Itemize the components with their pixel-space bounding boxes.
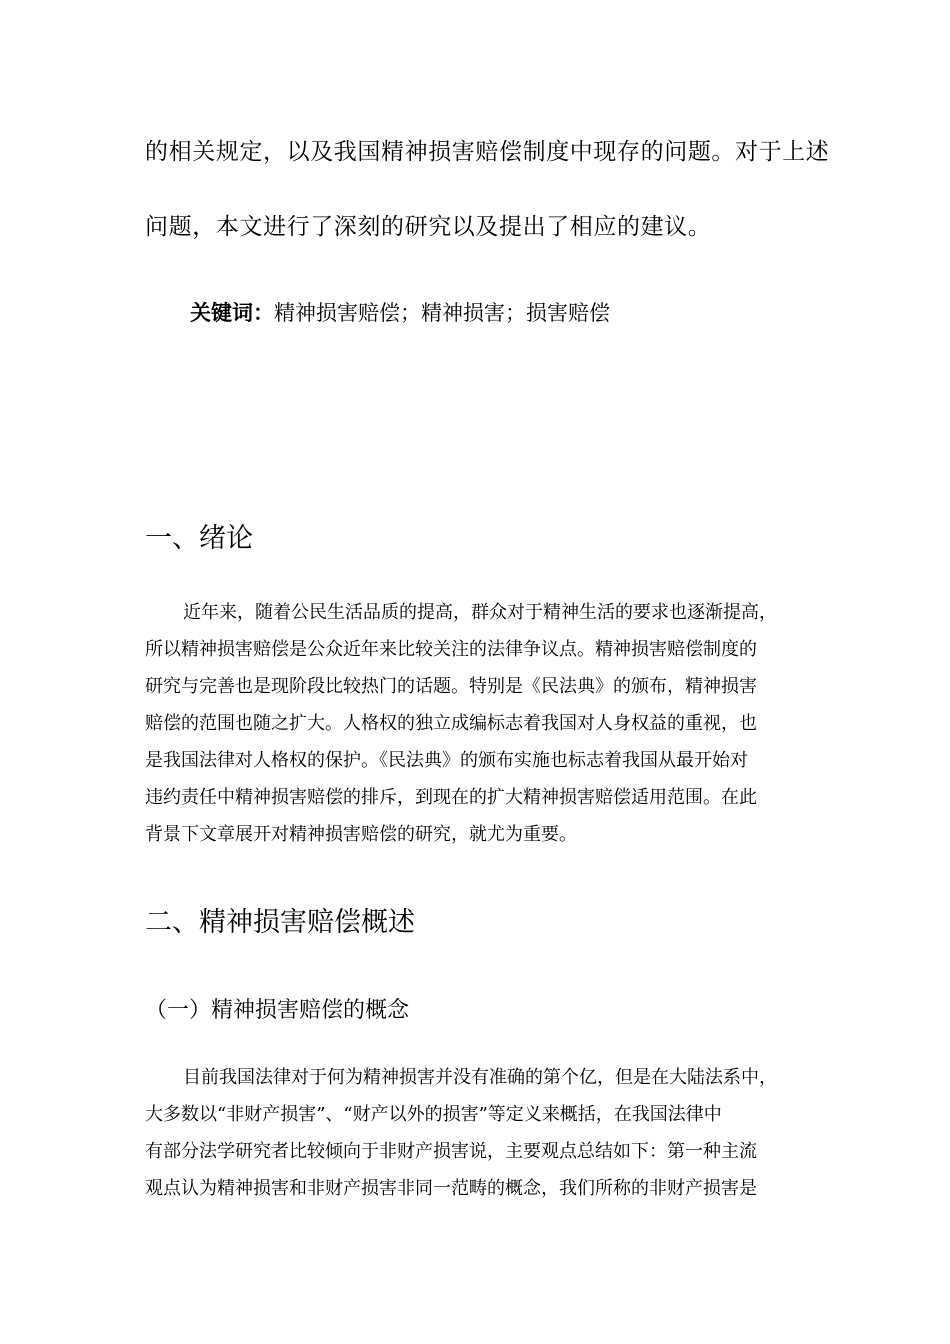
paragraph-line: 观点认为精神损害和非财产损害非同一范畴的概念，我们所称的非财产损害是 bbox=[145, 1178, 757, 1199]
keywords-label: 关键词： bbox=[190, 301, 274, 325]
paragraph-line: 赔偿的范围也随之扩大。人格权的独立成编标志着我国对人身权益的重视，也 bbox=[145, 713, 757, 734]
paragraph-line: 所以精神损害赔偿是公众近年来比较关注的法律争议点。精神损害赔偿制度的 bbox=[145, 639, 757, 660]
paragraph-line: 是我国法律对人格权的保护。《民法典》的颁布实施也标志着我国从最开始对 bbox=[145, 750, 748, 771]
subsection-heading-concept: （一）精神损害赔偿的概念 bbox=[145, 998, 410, 1023]
abstract-line-2: 问题，本文进行了深刻的研究以及提出了相应的建议。 bbox=[145, 214, 712, 240]
paragraph-line: 研究与完善也是现阶段比较热门的话题。特别是《民法典》的颁布，精神损害 bbox=[145, 676, 757, 697]
paragraph-line: 有部分法学研究者比较倾向于非财产损害说，主要观点总结如下：第一种主流 bbox=[145, 1141, 757, 1162]
paragraph-line: 近年来，随着公民生活品质的提高，群众对于精神生活的要求也逐渐提高， bbox=[183, 602, 777, 623]
paragraph-line: 大多数以“非财产损害”、“财产以外的损害”等定义来概括，在我国法律中 bbox=[145, 1104, 722, 1125]
paragraph-line: 违约责任中精神损害赔偿的排斥，到现在的扩大精神损害赔偿适用范围。在此 bbox=[145, 787, 757, 808]
section-heading-overview: 二、精神损害赔偿概述 bbox=[145, 907, 415, 938]
paragraph-line: 目前我国法律对于何为精神损害并没有准确的第个亿，但是在大陆法系中， bbox=[183, 1067, 777, 1088]
keywords-value: 精神损害赔偿；精神损害；损害赔偿 bbox=[274, 301, 610, 325]
section-heading-introduction: 一、绪论 bbox=[145, 523, 253, 554]
abstract-line-1: 的相关规定，以及我国精神损害赔偿制度中现存的问题。对于上述 bbox=[145, 139, 830, 165]
keywords bbox=[190, 298, 610, 328]
paragraph-line: 背景下文章展开对精神损害赔偿的研究，就尤为重要。 bbox=[145, 824, 577, 845]
